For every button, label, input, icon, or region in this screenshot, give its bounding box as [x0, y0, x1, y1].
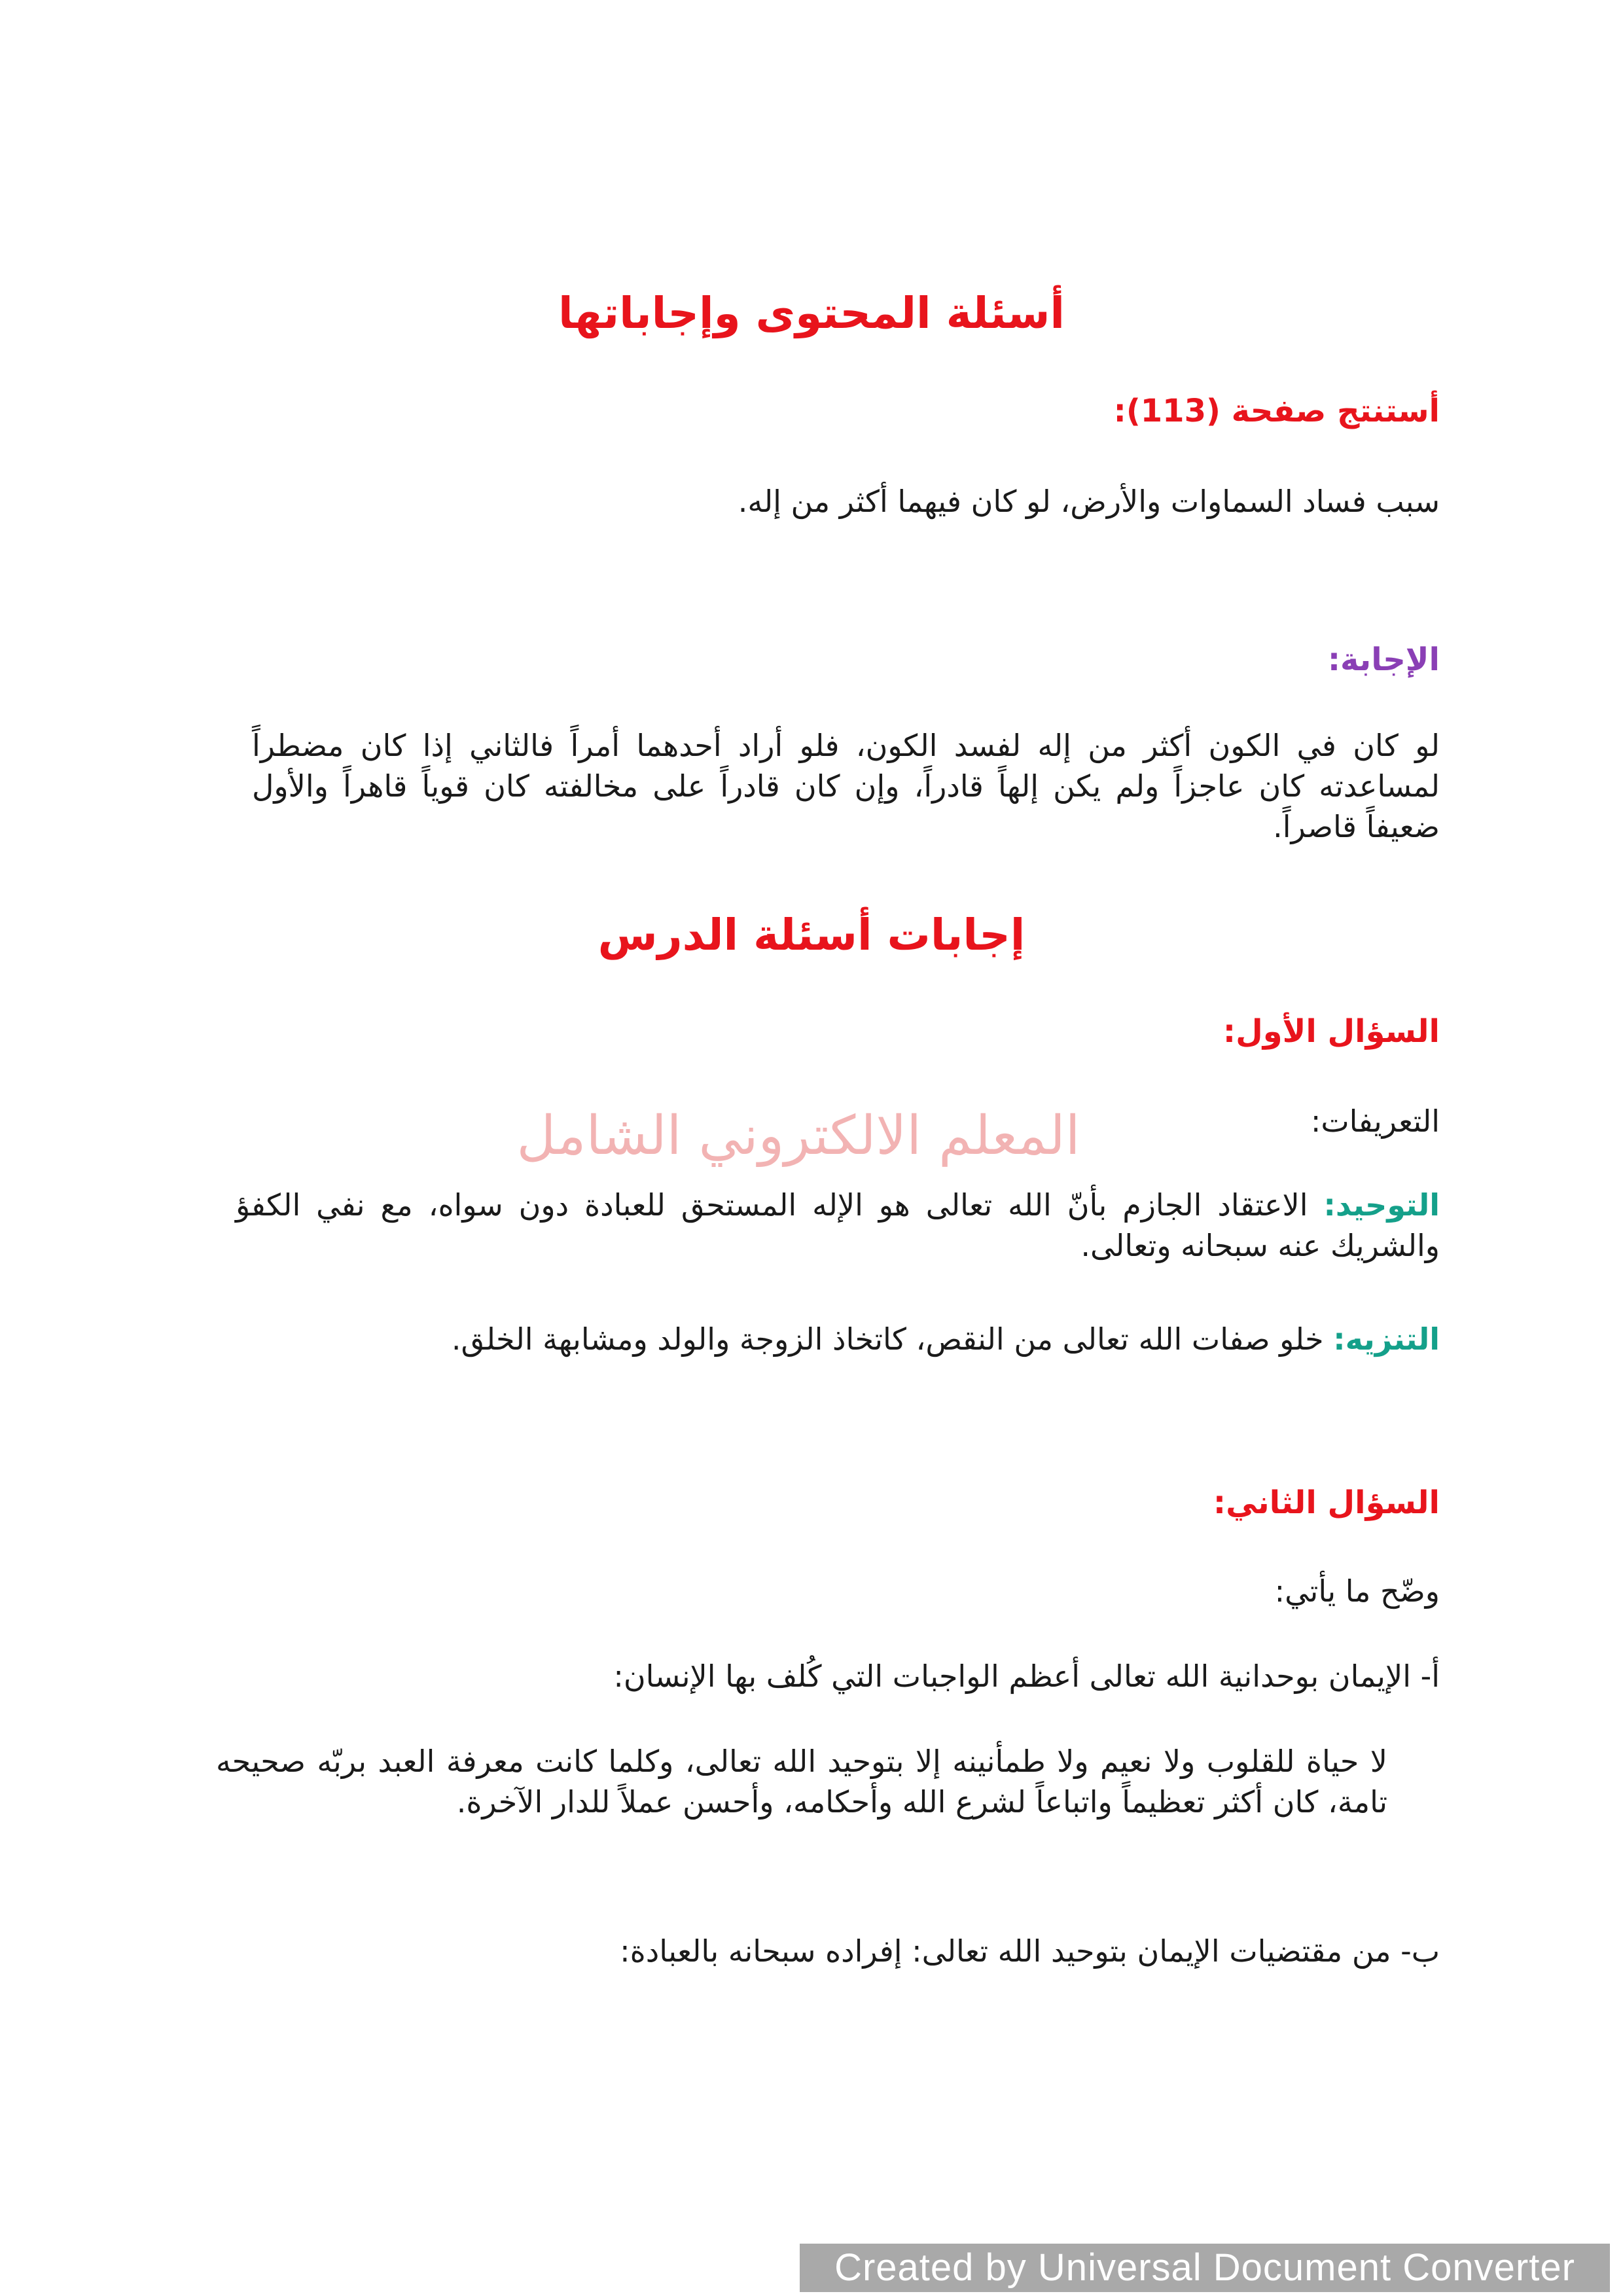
term-tawheed: التوحيد: [1323, 1187, 1440, 1223]
question-two-heading: السؤال الثاني: [1213, 1484, 1440, 1521]
definitions-label: التعريفات: [1310, 1103, 1440, 1139]
clarify-label: وضّح ما يأتي: [1274, 1573, 1440, 1609]
term-tanzih: التنزيه: [1333, 1321, 1440, 1357]
definition-tawheed-text: الاعتقاد الجازم بأنّ الله تعالى هو الإله المستحق للعبادة دون سواه، مع نفي الكفؤ والشريك عنه سبحانه وتعالى. [236, 1187, 1440, 1263]
converter-stamp: Created by Universal Document Converter [800, 2244, 1610, 2292]
definition-tawheed [236, 1185, 1440, 1266]
question-one-heading: السؤال الأول: [1222, 1013, 1440, 1050]
watermark-text: المعلم الالكتروني الشامل [516, 1105, 1080, 1167]
item-b-question: ب- من مقتضيات الإيمان بتوحيد الله تعالى: إفراده سبحانه بالعبادة: [620, 1933, 1440, 1969]
definition-tanzih-text: خلو صفات الله تعالى من النقص، كاتخاذ الزوجة والولد ومشابهة الخلق. [451, 1321, 1334, 1357]
definition-tanzih [196, 1319, 1440, 1359]
deduce-question: سبب فساد السماوات والأرض، لو كان فيهما أكثر من إله. [738, 484, 1440, 519]
section-title-content-questions: أسئلة المحتوى وإجاباتها [558, 288, 1065, 338]
item-a-answer: لا حياة للقلوب ولا نعيم ولا طمأنينه إلا بتوحيد الله تعالى، وكلما كانت معرفة العبد بربّه صحيحه تامة، كان أكثر تعظيماً واتباعاً لشرع الله وأحكامه، وأحسن عملاً للدار الآخرة. [216, 1744, 1387, 1820]
deduce-heading: أستنتج صفحة (113): [1113, 393, 1440, 429]
answer-paragraph: لو كان في الكون أكثر من إله لفسد الكون، فلو أراد أحدهما أمراً فالثاني إذا كان مضطراً لمساعدته كان عاجزاً ولم يكن إلهاً قادراً، وإن كان قادراً على مخالفته كان قوياً قاهراً والأول ضعيفاً قاصراً. [252, 728, 1440, 844]
section-title-lesson-answers: إجابات أسئلة الدرس [597, 910, 1026, 960]
item-a-question: أ- الإيمان بوحدانية الله تعالى أعظم الواجبات التي كُلف بها الإنسان: [613, 1659, 1440, 1694]
answer-label: الإجابة: [1327, 641, 1440, 678]
